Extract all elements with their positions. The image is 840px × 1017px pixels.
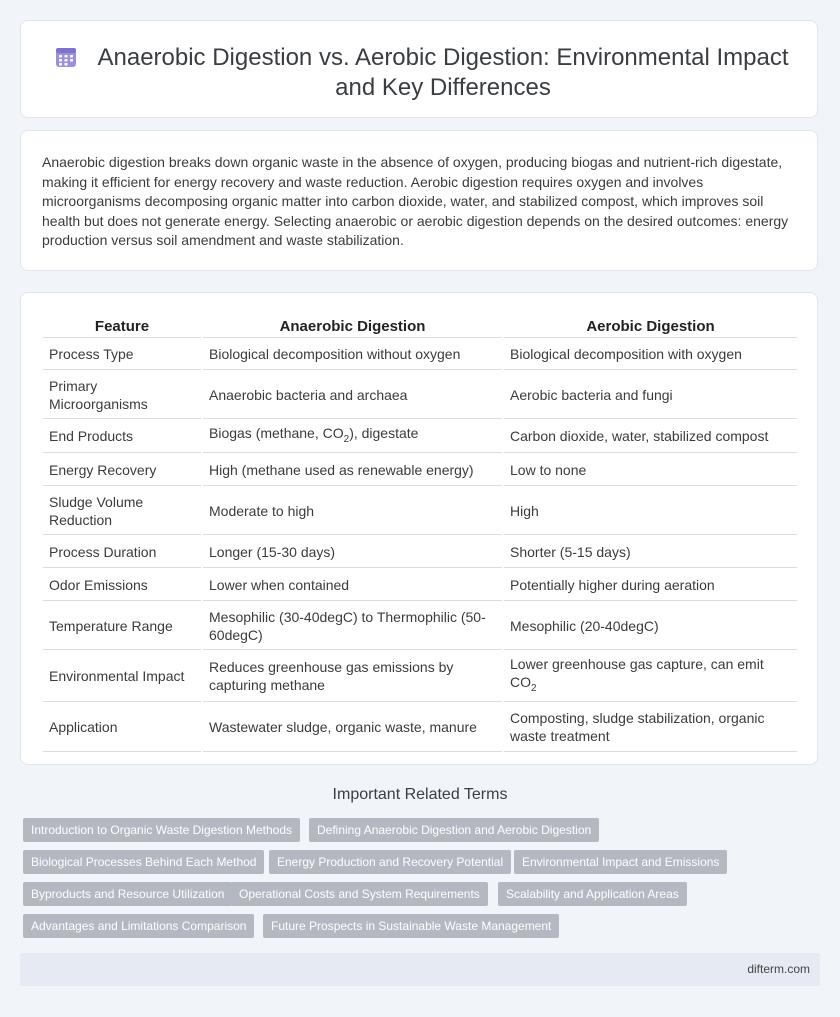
cell-aerobic: Low to none <box>504 454 797 486</box>
page-title: Anaerobic Digestion vs. Aerobic Digestion: Environmental Impact and Key Differences <box>97 44 789 101</box>
footer <box>20 953 820 986</box>
comparison-table-card <box>20 292 818 765</box>
table-row <box>43 339 797 370</box>
related-term-tag[interactable]: Environmental Impact and Emissions <box>514 850 727 874</box>
cell-aerobic: High <box>504 487 797 535</box>
cell-feature: Environmental Impact <box>43 651 201 702</box>
header-aerobic: Aerobic Digestion <box>504 315 797 338</box>
cell-feature: Temperature Range <box>43 602 201 650</box>
table-row <box>43 454 797 486</box>
table-row <box>43 487 797 535</box>
comparison-table <box>41 314 799 753</box>
cell-feature: Odor Emissions <box>43 569 201 601</box>
cell-anaerobic: Mesophilic (30-40degC) to Thermophilic (50-60degC) <box>203 602 502 650</box>
cell-aerobic: Carbon dioxide, water, stabilized compost <box>504 420 797 453</box>
related-term-tag[interactable]: Advantages and Limitations Comparison <box>23 914 254 938</box>
cell-feature: Primary Microorganisms <box>43 371 201 419</box>
cell-aerobic: Composting, sludge stabilization, organic waste treatment <box>504 703 797 752</box>
intro-card <box>20 130 818 271</box>
header-card <box>20 20 818 118</box>
table-row <box>43 602 797 650</box>
cell-aerobic: Shorter (5-15 days) <box>504 536 797 568</box>
table-row <box>43 569 797 601</box>
cell-anaerobic: High (methane used as renewable energy) <box>203 454 502 486</box>
header-anaerobic: Anaerobic Digestion <box>203 315 502 338</box>
cell-anaerobic: Lower when contained <box>203 569 502 601</box>
related-term-tag[interactable]: Biological Processes Behind Each Method <box>23 850 264 874</box>
table-header-row <box>43 315 797 338</box>
cell-feature: Application <box>43 703 201 752</box>
related-term-tag[interactable]: Future Prospects in Sustainable Waste Management <box>263 914 559 938</box>
cell-aerobic: Biological decomposition with oxygen <box>504 339 797 370</box>
cell-feature: Energy Recovery <box>43 454 201 486</box>
related-term-tag[interactable]: Defining Anaerobic Digestion and Aerobic Digestion <box>309 818 599 842</box>
related-term-tag[interactable]: Introduction to Organic Waste Digestion Methods <box>23 818 300 842</box>
cell-anaerobic: Wastewater sludge, organic waste, manure <box>203 703 502 752</box>
cell-aerobic: Mesophilic (20-40degC) <box>504 602 797 650</box>
table-row <box>43 651 797 702</box>
cell-aerobic: Aerobic bacteria and fungi <box>504 371 797 419</box>
related-terms-title: Important Related Terms <box>332 786 508 803</box>
cell-anaerobic: Moderate to high <box>203 487 502 535</box>
cell-anaerobic: Biological decomposition without oxygen <box>203 339 502 370</box>
cell-anaerobic: Biogas (methane, $CO_2$), digestate <box>203 420 502 453</box>
related-term-tag[interactable]: Scalability and Application Areas <box>498 882 687 906</box>
cell-anaerobic: Longer (15-30 days) <box>203 536 502 568</box>
table-row <box>43 420 797 453</box>
cell-feature: Process Duration <box>43 536 201 568</box>
table-row <box>43 371 797 419</box>
intro-paragraph: Anaerobic digestion breaks down organic waste in the absence of oxygen, producing biogas and nutrient-rich digestate, making it efficient for energy recovery and waste reduction. Aerobic digestion requires oxygen and involves microorganisms decomposing organic matter into carbon dioxide, water, and stabilized compost, which improves soil health but does not generate energy. Selecting anaerobic or aerobic digestion depends on the desired outcomes: energy production versus soil amendment and waste stabilization. <box>42 154 789 248</box>
table-row <box>43 536 797 568</box>
cell-aerobic: Potentially higher during aeration <box>504 569 797 601</box>
table-row <box>43 703 797 752</box>
related-term-tag[interactable]: Operational Costs and System Requirements <box>231 882 488 906</box>
cell-feature: Process Type <box>43 339 201 370</box>
cell-aerobic: Lower greenhouse gas capture, can emit $CO_2$ <box>504 651 797 702</box>
cell-anaerobic: Anaerobic bacteria and archaea <box>203 371 502 419</box>
cell-feature: End Products <box>43 420 201 453</box>
cell-feature: Sludge Volume Reduction <box>43 487 201 535</box>
header-feature: Feature <box>43 315 201 338</box>
cell-anaerobic: Reduces greenhouse gas emissions by capturing methane <box>203 651 502 702</box>
related-term-tag[interactable]: Byproducts and Resource Utilization <box>23 882 232 906</box>
related-term-tag[interactable]: Energy Production and Recovery Potential <box>269 850 511 874</box>
footer-site: difterm.com <box>747 962 810 976</box>
